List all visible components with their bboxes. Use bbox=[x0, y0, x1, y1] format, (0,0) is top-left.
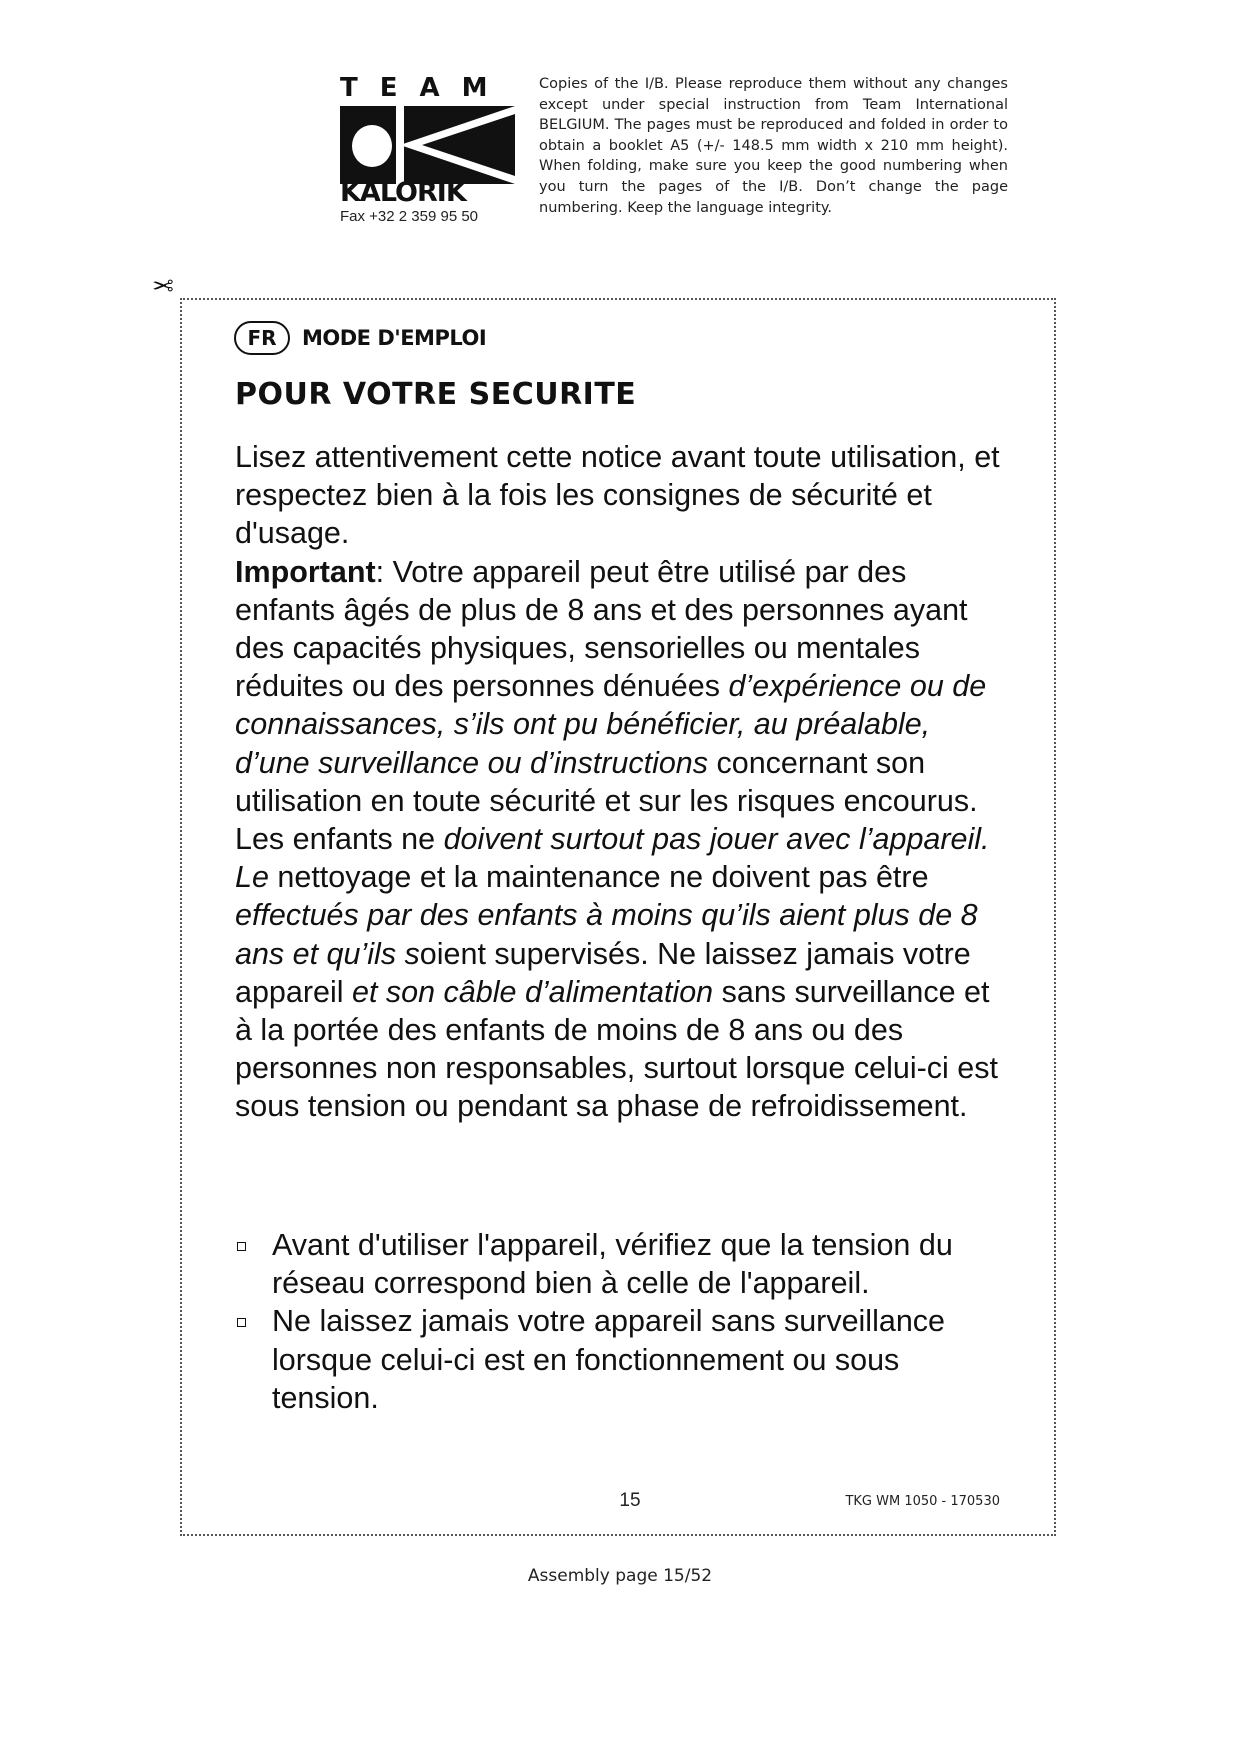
logo-team-text: TEAM bbox=[340, 73, 510, 103]
important-text-h: et son câble d’alimentation bbox=[352, 974, 714, 1009]
important-paragraph bbox=[235, 553, 1010, 1126]
important-text-e: nettoyage et la maintenance ne doivent pas être bbox=[268, 860, 929, 895]
logo-brand-text: KALORIK bbox=[340, 177, 466, 208]
checkbox-bullet-icon bbox=[237, 1242, 246, 1251]
important-text-f: effectués par des enfants à moins qu’ils aient plus de 8 ans et qu’ils s bbox=[235, 898, 978, 971]
section-title: MODE D'EMPLOI bbox=[302, 326, 487, 350]
safety-bullet-list bbox=[235, 1226, 1010, 1417]
intro-paragraph: Lisez attentivement cette notice avant toute utilisation, et respectez bien à la fois les consignes de sécurité et d'usage. bbox=[235, 440, 1000, 551]
important-label: Important bbox=[235, 554, 376, 589]
important-text-c: concernant son utilisation en toute sécurité et sur les risques encourus. Les enfants ne bbox=[235, 745, 978, 857]
checkbox-bullet-icon bbox=[237, 1318, 246, 1327]
list-item bbox=[235, 1226, 1010, 1302]
scissors-icon: ✂ bbox=[152, 269, 174, 299]
safety-heading: POUR VOTRE SECURITE bbox=[235, 377, 637, 412]
language-badge: FR bbox=[234, 321, 290, 355]
page-header bbox=[340, 74, 1010, 244]
copy-instructions: Copies of the I/B. Please reproduce them without any changes except under special instruction from Team International BELGIUM. The pages must be reproduced and folded in order to obtain a booklet A5 (+/- 148.5 mm width x 210 mm height). When folding, make sure you keep the good numbering when you turn the pages of the I/B. Don’t change the page numbering. Keep the language integrity. bbox=[539, 76, 1008, 216]
important-text-d: doivent surtout pas jouer avec l’appareil. Le bbox=[235, 822, 990, 895]
important-text-i: sans surveillance et à la portée des enfants de moins de 8 ans ou des personnes non responsables, surtout lorsque celui-ci est sous tension ou pendant sa phase de refroidissement. bbox=[235, 974, 998, 1124]
assembly-page-label: Assembly page 15/52 bbox=[527, 1566, 713, 1586]
fax-number: Fax +32 2 359 95 50 bbox=[340, 208, 479, 225]
important-text-b: d’expérience ou de connaissances, s’ils ont pu bénéficier, au préalable, d’une surveillance ou d’instructions bbox=[235, 669, 987, 780]
safety-body bbox=[235, 438, 1010, 1126]
bullet-text: Ne laissez jamais votre appareil sans surveillance lorsque celui-ci est en fonctionnement ou sous tension. bbox=[272, 1304, 945, 1415]
section-header bbox=[234, 318, 486, 358]
kalorik-k-mark-icon bbox=[340, 106, 515, 184]
page-number: 15 bbox=[619, 1490, 641, 1511]
bullet-text: Avant d'utiliser l'appareil, vérifiez que la tension du réseau correspond bien à celle de l'appareil. bbox=[272, 1228, 953, 1301]
kalorik-logo bbox=[340, 74, 515, 234]
list-item bbox=[235, 1302, 1010, 1417]
important-text-a: : Votre appareil peut être utilisé par des enfants âgés de plus de 8 ans et des personnes ayant des capacités physiques, sensorielles ou mentales réduites ou des personnes dénuées bbox=[235, 554, 968, 704]
document-reference: TKG WM 1050 - 170530 bbox=[845, 1494, 1000, 1509]
important-text-g: oient supervisés. Ne laissez jamais votre appareil bbox=[235, 936, 971, 1009]
